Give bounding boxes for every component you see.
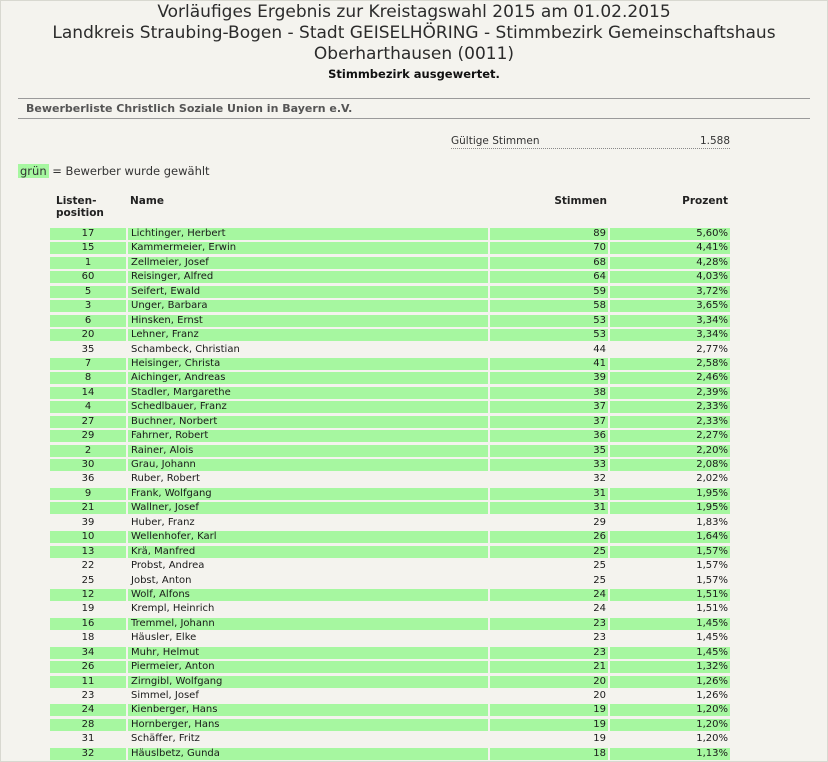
table-row [48, 675, 732, 689]
cell-percent: 4,41% [610, 242, 730, 254]
cell-position: 27 [50, 416, 126, 428]
page-title-line-1: Vorläufiges Ergebnis zur Kreistagswahl 2015 am 01.02.2015 [157, 2, 671, 22]
legend-green-word: grün [20, 164, 47, 178]
table-row [48, 660, 732, 674]
cell-percent: 1,26% [696, 690, 728, 701]
table-row [48, 530, 732, 544]
table-row [48, 689, 732, 703]
table-row [48, 328, 732, 342]
legend-text: = Bewerber wurde gewählt [48, 164, 210, 178]
page-title-line-3: Oberharthausen (0011) [313, 44, 515, 64]
cell-percent: 1,64% [610, 531, 730, 543]
cell-votes: 25 [593, 560, 606, 572]
cell-name: Rainer, Alois [128, 445, 488, 457]
cell-votes: 35 [490, 445, 608, 457]
cell-percent: 1,20% [610, 704, 730, 716]
cell-votes: 24 [490, 589, 608, 601]
status-text: Stimmbezirk ausgewertet. [328, 67, 500, 81]
cell-votes: 31 [490, 488, 608, 500]
cell-votes: 19 [593, 733, 606, 745]
table-row [48, 588, 732, 602]
cell-name: Schäffer, Fritz [131, 733, 200, 745]
cell-percent: 4,28% [610, 257, 730, 269]
cell-votes: 25 [593, 574, 606, 586]
cell-name: Unger, Barbara [128, 300, 488, 312]
cell-votes: 32 [593, 473, 606, 485]
table-row [48, 285, 732, 299]
cell-votes: 37 [490, 416, 608, 428]
column-header-votes: Stimmen [554, 195, 607, 207]
cell-percent: 2,08% [610, 459, 730, 471]
cell-position: 15 [50, 242, 126, 254]
cell-percent: 1,51% [696, 603, 728, 615]
cell-position: 39 [81, 516, 95, 528]
cell-position: 32 [50, 748, 126, 760]
cell-votes: 20 [593, 690, 606, 701]
table-row [48, 559, 732, 573]
cell-percent: 1,57% [696, 560, 728, 572]
cell-votes: 23 [490, 618, 608, 630]
cell-percent: 4,03% [610, 271, 730, 283]
table-row [48, 256, 732, 270]
cell-votes: 20 [490, 676, 608, 688]
table-row [48, 270, 732, 284]
cell-position: 9 [50, 488, 126, 500]
table-row [48, 415, 732, 429]
cell-percent: 3,34% [610, 329, 730, 341]
cell-position: 12 [50, 589, 126, 601]
cell-position: 2 [50, 445, 126, 457]
cell-votes: 53 [490, 315, 608, 327]
cell-votes: 23 [593, 632, 606, 644]
column-header-percent: Prozent [682, 195, 728, 207]
cell-name: Hornberger, Hans [128, 719, 488, 731]
table-row [48, 718, 732, 732]
cell-name: Buchner, Norbert [128, 416, 488, 428]
cell-percent: 2,33% [610, 401, 730, 413]
cell-percent: 1,45% [696, 632, 728, 644]
cell-position: 34 [50, 647, 126, 659]
cell-position: 16 [50, 618, 126, 630]
cell-percent: 1,45% [610, 647, 730, 659]
cell-percent: 1,45% [610, 618, 730, 630]
table-row [48, 703, 732, 717]
cell-name: Zirngibl, Wolfgang [128, 676, 488, 688]
cell-position: 4 [50, 401, 126, 413]
cell-position: 30 [50, 459, 126, 471]
cell-position: 22 [81, 560, 95, 572]
cell-percent: 2,58% [610, 358, 730, 370]
cell-votes: 37 [490, 401, 608, 413]
cell-votes: 41 [490, 358, 608, 370]
cell-percent: 1,20% [696, 733, 728, 745]
cell-votes: 64 [490, 271, 608, 283]
cell-name: Kienberger, Hans [128, 704, 488, 716]
results-table-body [48, 227, 732, 761]
cell-votes: 19 [490, 704, 608, 716]
cell-position: 7 [50, 358, 126, 370]
cell-percent: 1,57% [610, 546, 730, 558]
cell-name: Ruber, Robert [131, 473, 200, 485]
cell-name: Zellmeier, Josef [128, 257, 488, 269]
cell-name: Hinsken, Ernst [128, 315, 488, 327]
cell-position: 13 [50, 546, 126, 558]
cell-position: 19 [81, 603, 95, 615]
table-row [48, 617, 732, 631]
cell-name: Wolf, Alfons [128, 589, 488, 601]
valid-votes [451, 135, 730, 149]
cell-percent: 1,32% [610, 661, 730, 673]
cell-votes: 38 [490, 387, 608, 399]
cell-percent: 1,51% [610, 589, 730, 601]
cell-votes: 53 [490, 329, 608, 341]
cell-percent: 2,39% [610, 387, 730, 399]
cell-position: 17 [50, 228, 126, 240]
cell-name: Lehner, Franz [128, 329, 488, 341]
cell-name: Piermeier, Anton [128, 661, 488, 673]
column-header-name: Name [130, 195, 164, 207]
cell-position: 18 [81, 632, 95, 644]
cell-name: Krä, Manfred [128, 546, 488, 558]
cell-percent: 2,27% [610, 430, 730, 442]
cell-percent: 1,95% [610, 502, 730, 514]
cell-votes: 39 [490, 372, 608, 384]
cell-position: 24 [50, 704, 126, 716]
cell-percent: 2,20% [610, 445, 730, 457]
cell-name: Stadler, Margarethe [128, 387, 488, 399]
cell-votes: 29 [593, 516, 606, 528]
cell-percent: 5,60% [610, 228, 730, 240]
table-row [48, 299, 732, 313]
cell-name: Probst, Andrea [131, 560, 205, 572]
divider-top [18, 98, 810, 99]
cell-votes: 33 [490, 459, 608, 471]
table-row [48, 732, 732, 746]
cell-name: Reisinger, Alfred [128, 271, 488, 283]
table-row [48, 357, 732, 371]
cell-position: 3 [50, 300, 126, 312]
cell-position: 31 [81, 733, 95, 745]
table-row [48, 400, 732, 414]
table-row [48, 631, 732, 645]
cell-percent: 1,13% [610, 748, 730, 760]
cell-percent: 2,33% [610, 416, 730, 428]
cell-position: 6 [50, 315, 126, 327]
cell-name: Häuslbetz, Gunda [128, 748, 488, 760]
cell-votes: 59 [490, 286, 608, 298]
cell-votes: 36 [490, 430, 608, 442]
cell-percent: 2,02% [696, 473, 728, 485]
table-row [48, 386, 732, 400]
cell-percent: 1,95% [610, 488, 730, 500]
cell-percent: 1,26% [610, 676, 730, 688]
table-row [48, 487, 732, 501]
cell-name: Kammermeier, Erwin [128, 242, 488, 254]
cell-votes: 44 [593, 343, 606, 355]
cell-name: Muhr, Helmut [128, 647, 488, 659]
cell-name: Seifert, Ewald [128, 286, 488, 298]
cell-position: 36 [81, 473, 95, 485]
cell-votes: 68 [490, 257, 608, 269]
table-row [48, 472, 732, 486]
page-title-line-2: Landkreis Straubing-Bogen - Stadt GEISELHÖRING - Stimmbezirk Gemeinschaftshaus [52, 23, 776, 43]
list-title: Bewerberliste Christlich Soziale Union in Bayern e.V. [26, 102, 353, 115]
cell-position: 25 [81, 574, 95, 586]
cell-name: Simmel, Josef [131, 690, 199, 701]
cell-name: Aichinger, Andreas [128, 372, 488, 384]
cell-percent: 1,83% [696, 516, 728, 528]
cell-votes: 89 [490, 228, 608, 240]
cell-name: Fahrner, Robert [128, 430, 488, 442]
cell-votes: 18 [490, 748, 608, 760]
table-row [48, 501, 732, 515]
table-row [48, 429, 732, 443]
table-row [48, 516, 732, 530]
cell-name: Schedlbauer, Franz [128, 401, 488, 413]
cell-position: 5 [50, 286, 126, 298]
cell-name: Grau, Johann [128, 459, 488, 471]
cell-position: 26 [50, 661, 126, 673]
cell-name: Frank, Wolfgang [128, 488, 488, 500]
table-row [48, 602, 732, 616]
table-row [48, 747, 732, 761]
cell-percent: 2,77% [696, 343, 728, 355]
cell-name: Jobst, Anton [131, 574, 192, 586]
cell-percent: 1,57% [696, 574, 728, 586]
table-row [48, 343, 732, 357]
column-header-position [56, 195, 104, 219]
cell-name: Heisinger, Christa [128, 358, 488, 370]
cell-percent: 2,46% [610, 372, 730, 384]
cell-votes: 58 [490, 300, 608, 312]
legend [18, 164, 210, 178]
cell-name: Wallner, Josef [128, 502, 488, 514]
cell-name: Häusler, Elke [131, 632, 197, 644]
table-row [48, 241, 732, 255]
table-row [48, 574, 732, 588]
cell-votes: 25 [490, 546, 608, 558]
column-header-position-text: Listen- position [56, 195, 104, 219]
table-row [48, 314, 732, 328]
table-row [48, 646, 732, 660]
table-row [48, 545, 732, 559]
cell-name: Huber, Franz [131, 516, 195, 528]
cell-percent: 1,20% [610, 719, 730, 731]
cell-percent: 3,34% [610, 315, 730, 327]
valid-votes-label: Gültige Stimmen [451, 135, 540, 147]
cell-votes: 24 [593, 603, 606, 615]
cell-position: 28 [50, 719, 126, 731]
cell-position: 10 [50, 531, 126, 543]
cell-votes: 70 [490, 242, 608, 254]
cell-position: 21 [50, 502, 126, 514]
cell-position: 23 [81, 690, 95, 701]
cell-position: 1 [50, 257, 126, 269]
table-row [48, 371, 732, 385]
cell-votes: 19 [490, 719, 608, 731]
cell-name: Lichtinger, Herbert [128, 228, 488, 240]
cell-position: 11 [50, 676, 126, 688]
cell-votes: 23 [490, 647, 608, 659]
cell-votes: 26 [490, 531, 608, 543]
divider-bottom [18, 118, 810, 119]
cell-position: 60 [50, 271, 126, 283]
cell-position: 29 [50, 430, 126, 442]
cell-votes: 21 [490, 661, 608, 673]
cell-name: Schambeck, Christian [131, 343, 240, 355]
cell-position: 14 [50, 387, 126, 399]
cell-votes: 31 [490, 502, 608, 514]
table-row [48, 227, 732, 241]
cell-percent: 3,65% [610, 300, 730, 312]
cell-name: Wellenhofer, Karl [128, 531, 488, 543]
cell-name: Krempl, Heinrich [131, 603, 215, 615]
cell-percent: 3,72% [610, 286, 730, 298]
cell-position: 20 [50, 329, 126, 341]
valid-votes-value: 1.588 [699, 135, 730, 147]
table-row [48, 458, 732, 472]
cell-position: 35 [81, 343, 95, 355]
table-row [48, 444, 732, 458]
cell-position: 8 [50, 372, 126, 384]
cell-name: Tremmel, Johann [128, 618, 488, 630]
